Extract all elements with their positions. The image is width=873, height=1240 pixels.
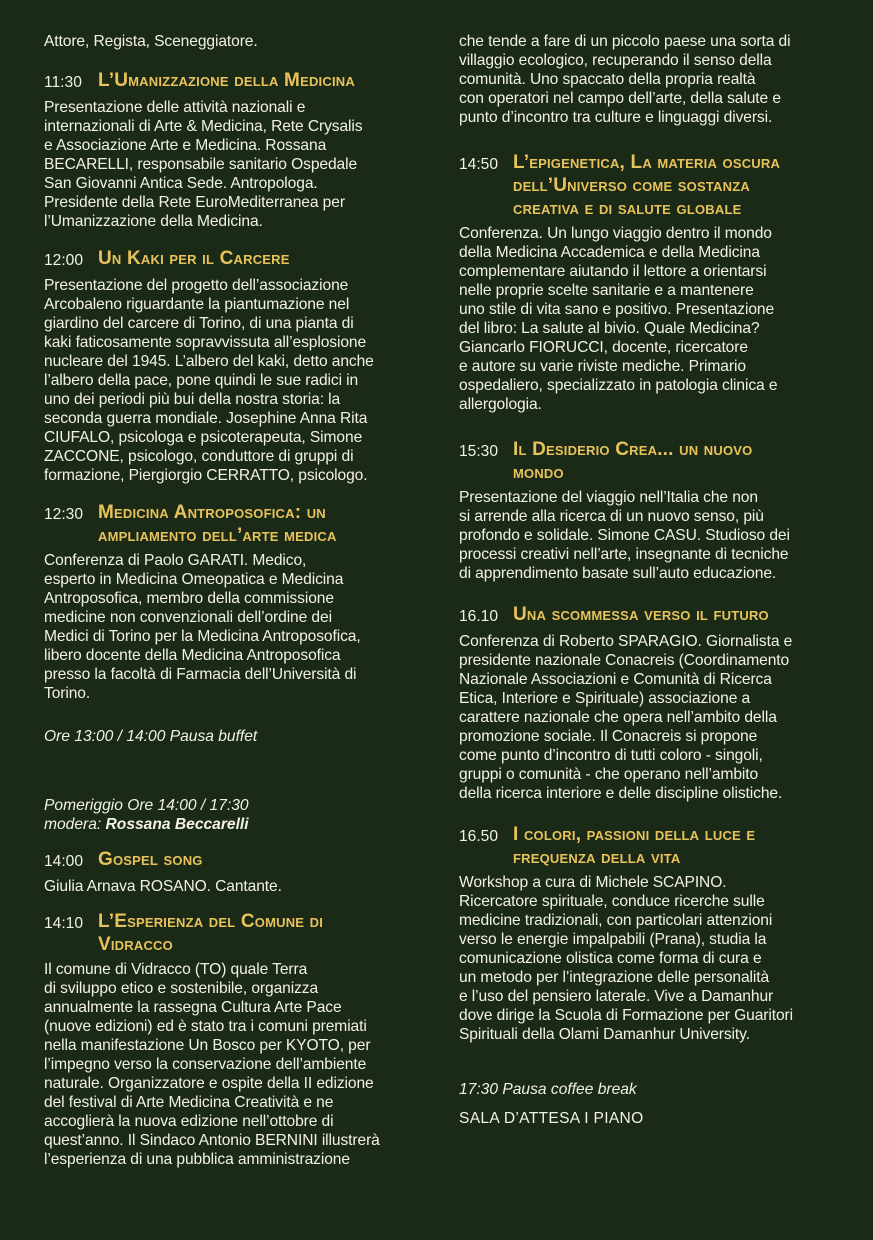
event-description: Presentazione del progetto dell’associazione Arcobaleno riguardante la piantumazione nel giardino del carcere di Torino, di una pianta di kaki faticosamente sopravvissuta all’esplosione nucleare del 1945. L’albero del kaki, detto anche l’albero della pace, pone quindi le sue radici in uno dei periodi più bui della nostra storia: la seconda guerra mondiale. Josephine Anna Rita CIUFALO, psicologa e psicoterapeuta, Simone ZACCONE, psicologo, conduttore di gruppi di formazione, Piergiorgio CERRATTO, psicologo. [44, 277, 374, 484]
event-title: Una scommessa verso il futuro [513, 604, 769, 625]
moderator-name: Rossana Beccarelli [105, 816, 249, 833]
afternoon-time: Pomeriggio Ore 14:00 / 17:30 [44, 797, 249, 814]
event-1530 [459, 438, 841, 583]
coffee-break: 17:30 Pausa coffee break [459, 1081, 637, 1098]
event-1130 [44, 69, 424, 231]
lunch-break: Ore 13:00 / 14:00 Pausa buffet [44, 728, 258, 745]
event-title: Un Kaki per il Carcere [98, 248, 290, 269]
event-1400 [44, 848, 424, 896]
intro-text: Attore, Regista, Sceneggiatore. [44, 33, 258, 50]
event-description: Conferenza di Roberto SPARAGIO. Giornalista e presidente nazionale Conacreis (Coordinamento Nazionale Associazioni e Comunità di Ricerca Etica, Interiore e Spirituale) associazione a carattere nazionale che opera nell’ambito della promozione sociale. Il Conacreis si propone come punto d’incontro di tutti coloro - singoli, gruppi o comunità - che operano nell’ambito della ricerca interiore e delle discipline olistiche. [459, 633, 793, 802]
event-time: 16.50 [459, 828, 499, 845]
event-time: 14:50 [459, 156, 499, 173]
event-title: L’epigenetica, La materia oscura dell’Universo come sostanza creativa e di salute globale [513, 152, 781, 219]
event-time: 15:30 [459, 443, 499, 460]
event-1610 [459, 603, 841, 803]
continuation-text: che tende a fare di un piccolo paese una sorta di villaggio ecologico, recuperando il senso della comunità. Uno spaccato della propria realtà con operatori nel campo dell’arte, della salute e punto d’incontro tra culture e linguaggi diversi. [459, 33, 791, 126]
event-time: 14:10 [44, 915, 84, 932]
event-title: L’Esperienza del Comune di Vidracco [98, 911, 324, 955]
event-title: Il Desiderio Crea... un nuovo mondo [513, 439, 753, 483]
event-title: L’Umanizzazione della Medicina [98, 70, 355, 91]
event-title: I colori, passioni della luce e frequenza della vita [513, 824, 756, 868]
left-column [44, 32, 424, 1169]
event-description: Presentazione del viaggio nell’Italia che non si arrende alla ricerca di un nuovo senso, più profondo e solidale. Simone CASU. Studioso dei processi creativi nell’arte, insegnante di tecniche di apprendimento basate sull’auto educazione. [459, 489, 790, 582]
event-time: 14:00 [44, 853, 84, 870]
event-1410 [44, 910, 424, 1169]
event-time: 16.10 [459, 608, 499, 625]
event-description: Il comune di Vidracco (TO) quale Terra di sviluppo etico e sostenibile, organizza annualmente la rassegna Cultura Arte Pace (nuove edizioni) ed è stato tra i comuni premiati nella manifestazione Un Bosco per KYOTO, per l’impegno verso la conservazione dell’ambiente naturale. Organizzatore e ospite della II edizione del festival di Arte Medicina Creatività e ne accoglierà la nuova edizione nell’ottobre di quest’anno. Il Sindaco Antonio BERNINI illustrerà l’esperienza di una pubblica amministrazione [44, 961, 380, 1168]
right-column [459, 32, 841, 1128]
event-time: 11:30 [44, 74, 82, 91]
event-time: 12:30 [44, 506, 84, 523]
event-1450 [459, 151, 841, 414]
event-time: 12:00 [44, 252, 84, 269]
afternoon-header [44, 796, 424, 834]
event-description: Giulia Arnava ROSANO. Cantante. [44, 878, 282, 895]
event-1650 [459, 823, 841, 1044]
moderator-label: modera: [44, 816, 106, 833]
location-label: SALA D’ATTESA I PIANO [459, 1110, 644, 1127]
event-description: Presentazione delle attività nazionali e internazionali di Arte & Medicina, Rete Crysalis e Associazione Arte e Medicina. Rossana BECARELLI, responsabile sanitario Ospedale San Giovanni Antica Sede. Antropologa. Presidente della Rete EuroMediterranea per l’Umanizzazione della Medicina. [44, 99, 363, 230]
event-1200 [44, 247, 424, 485]
event-description: Conferenza di Paolo GARATI. Medico, esperto in Medicina Omeopatica e Medicina Antroposofica, membro della commissione medicine non convenzionali dell’ordine dei Medici di Torino per la Medicina Antroposofica, libero docente della Medicina Antroposofica presso la facoltà di Farmacia dell’Università di Torino. [44, 552, 361, 702]
event-title: Gospel song [98, 849, 203, 870]
event-1230 [44, 501, 424, 703]
event-description: Workshop a cura di Michele SCAPINO. Ricercatore spirituale, conduce ricerche sulle medicine tradizionali, con particolari attenzioni verso le energie impalpabili (Prana), studia la comunicazione olistica come forma di cura e un metodo per l’integrazione delle personalità e l’uso del pensiero laterale. Vive a Damanhur dove dirige la Scuola di Formazione per Guaritori Spirituali della Olami Damanhur University. [459, 874, 793, 1043]
event-title: Medicina Antroposofica: un ampliamento dell’arte medica [98, 502, 337, 546]
event-description: Conferenza. Un lungo viaggio dentro il mondo della Medicina Accademica e della Medicina complementare aiutando il lettore a orientarsi nelle proprie scelte sanitarie e a mantenere uno stile di vita sano e positivo. Presentazione del libro: La salute al bivio. Quale Medicina? Giancarlo FIORUCCI, docente, ricercatore e autore su varie riviste mediche. Primario ospedaliero, specializzato in patologia clinica e allergologia. [459, 225, 778, 413]
